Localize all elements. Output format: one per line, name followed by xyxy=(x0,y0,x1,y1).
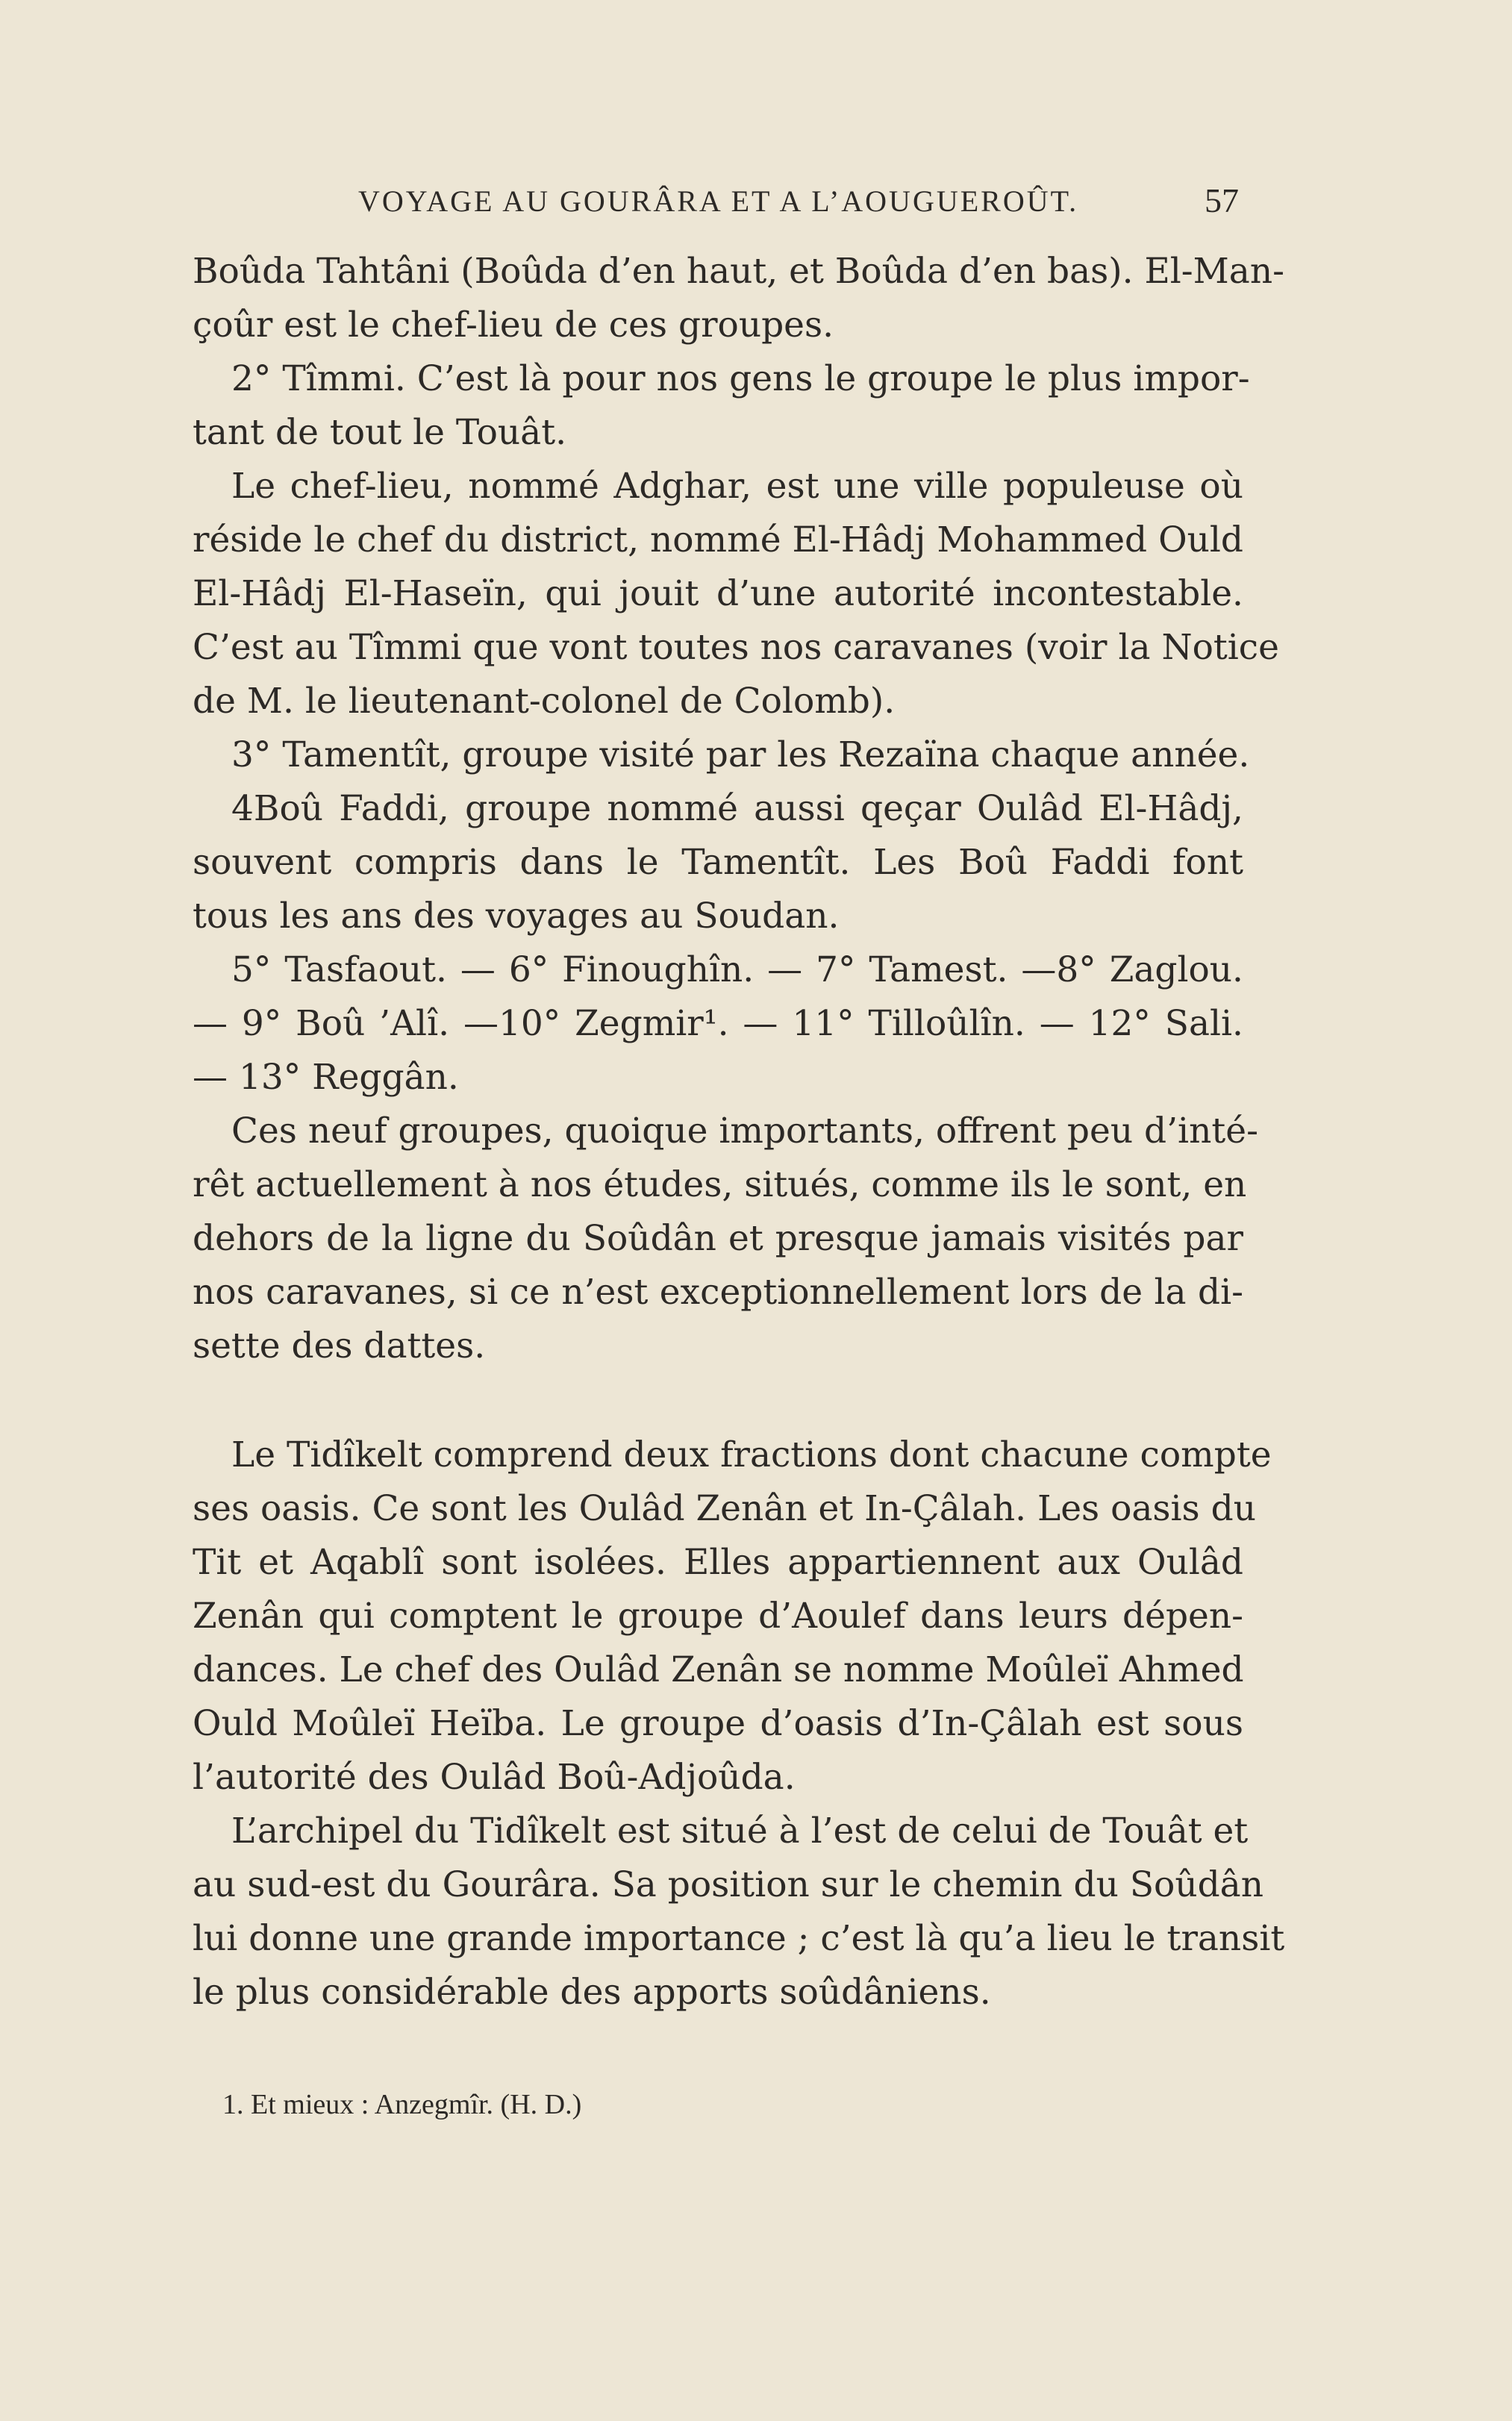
text-line: réside le chef du district, nommé El-Hâdj Mohammed Ould xyxy=(193,519,1243,560)
running-head: VOYAGE AU GOURÂRA ET A L’AOUGUEROÛT. xyxy=(358,184,1079,218)
text-line: le plus considérable des apports soûdâniens. xyxy=(193,1972,991,2013)
text-line: Ould Moûleï Heïba. Le groupe d’oasis d’In-Çâlah est sous xyxy=(193,1703,1243,1744)
text-line: Zenân qui comptent le groupe d’Aoulef dans leurs dépen- xyxy=(193,1596,1243,1637)
text-line: sette des dattes. xyxy=(193,1325,486,1366)
text-line: lui donne une grande importance ; c’est là qu’a lieu le transit xyxy=(193,1918,1285,1959)
text-line: souvent compris dans le Tamentît. Les Boû Faddi font xyxy=(193,842,1243,883)
text-line: L’archipel du Tidîkelt est situé à l’est de celui de Touât et xyxy=(231,1811,1249,1852)
text-line: rêt actuellement à nos études, situés, comme ils le sont, en xyxy=(193,1164,1247,1205)
text-line: Tit et Aqablî sont isolées. Elles appartiennent aux Oulâd xyxy=(193,1542,1243,1583)
text-line: El-Hâdj El-Haseïn, qui jouit d’une autorité incontestable. xyxy=(193,573,1243,614)
text-line: 3° Tamentît, groupe visité par les Rezaïna chaque année. xyxy=(231,734,1250,775)
text-line: tous les ans des voyages au Soudan. xyxy=(193,896,840,937)
text-line: au sud-est du Gourâra. Sa position sur le chemin du Soûdân xyxy=(193,1864,1263,1905)
text-line: l’autorité des Oulâd Boû-Adjoûda. xyxy=(193,1757,796,1798)
text-line: 5° Tasfaout. — 6° Finoughîn. — 7° Tamest. —8° Zaglou. xyxy=(231,949,1243,990)
text-line: dehors de la ligne du Soûdân et presque jamais visités par xyxy=(193,1218,1243,1259)
page-number: 57 xyxy=(1205,181,1239,219)
text-line: Ces neuf groupes, quoique importants, offrent peu d’inté- xyxy=(231,1110,1258,1152)
text-line: Le Tidîkelt comprend deux fractions dont chacune compte xyxy=(231,1434,1272,1475)
page-header xyxy=(358,181,1239,228)
text-line: nos caravanes, si ce n’est exceptionnellement lors de la di- xyxy=(193,1272,1243,1313)
text-line: — 9° Boû ’Alî. —10° Zegmir¹. — 11° Tilloûlîn. — 12° Sali. xyxy=(193,1003,1243,1044)
text-line: 4Boû Faddi, groupe nommé aussi qeçar Oulâd El-Hâdj, xyxy=(231,788,1243,829)
text-line: de M. le lieutenant-colonel de Colomb). xyxy=(193,681,896,722)
body-text xyxy=(193,245,1285,2019)
paragraph-gap xyxy=(193,1373,1243,1428)
text-line: çoûr est le chef-lieu de ces groupes. xyxy=(193,304,834,346)
text-line: tant de tout le Touât. xyxy=(193,412,567,453)
text-line: Boûda Tahtâni (Boûda d’en haut, et Boûda d’en bas). El-Man- xyxy=(193,251,1284,292)
text-line: C’est au Tîmmi que vont toutes nos caravanes (voir la Notice xyxy=(193,627,1279,668)
text-line: 2° Tîmmi. C’est là pour nos gens le groupe le plus impor- xyxy=(231,358,1250,399)
text-line: dances. Le chef des Oulâd Zenân se nomme Moûleï Ahmed xyxy=(193,1649,1244,1690)
text-line: Le chef-lieu, nommé Adghar, est une ville populeuse où xyxy=(231,466,1243,507)
text-line: — 13° Reggân. xyxy=(193,1057,459,1098)
footnote: 1. Et mieux : Anzegmîr. (H. D.) xyxy=(222,2089,582,2120)
text-line: ses oasis. Ce sont les Oulâd Zenân et In-Çâlah. Les oasis du xyxy=(193,1488,1256,1529)
